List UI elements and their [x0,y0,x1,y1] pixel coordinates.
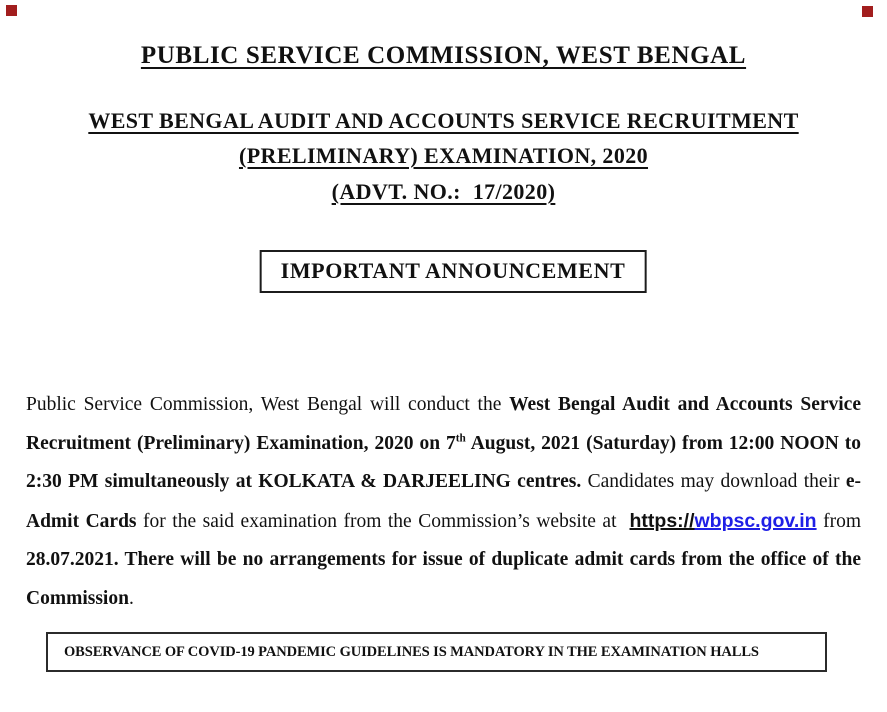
text-run: . [128,587,134,609]
covid-guidelines-notice-text: OBSERVANCE OF COVID-19 PANDEMIC GUIDELINES IS MANDATORY IN THE EXAMINATION HALLS [64,643,759,660]
text-run: for the said examination from the Commission’s website at [136,510,630,532]
page-title: PUBLIC SERVICE COMMISSION, WEST BENGAL [140,42,747,69]
announcement-paragraph [26,386,861,619]
text-run: West Bengal Audit and Accounts Service Recruitment (Preliminary) Examination, 2020 on 7 [26,394,861,454]
text-run: from [816,510,861,532]
exam-subtitle-line1: WEST BENGAL AUDIT AND ACCOUNTS SERVICE RECRUITMENT [88,108,799,133]
red-corner-marker-left [6,5,17,16]
text-run: Candidates may download their [581,471,846,493]
text-run: 28.07.2021. There will be no arrangements for issue of duplicate admit cards from the office of the Commission [26,549,861,609]
exam-subtitle-line2: (PRELIMINARY) EXAMINATION, 2020 [238,143,649,168]
advertisement-number: (ADVT. NO.: 17/2020) [331,179,556,204]
text-run: e-Admit Cards [26,471,861,532]
red-corner-marker-right [862,6,873,17]
wbpsc-link-domain[interactable]: wbpsc.gov.in [694,509,817,532]
text-run: th [455,432,466,445]
text-run: August, 2021 (Saturday) from 12:00 NOON to 2:30 PM simultaneously at KOLKATA & DARJEELING centres. [26,432,861,493]
text-run: Public Service Commission, West Bengal will conduct the [26,394,510,415]
important-announcement-box: IMPORTANT ANNOUNCEMENT [260,250,647,293]
wbpsc-link-scheme[interactable]: https:// [629,509,695,532]
covid-guidelines-notice-box [46,632,827,672]
